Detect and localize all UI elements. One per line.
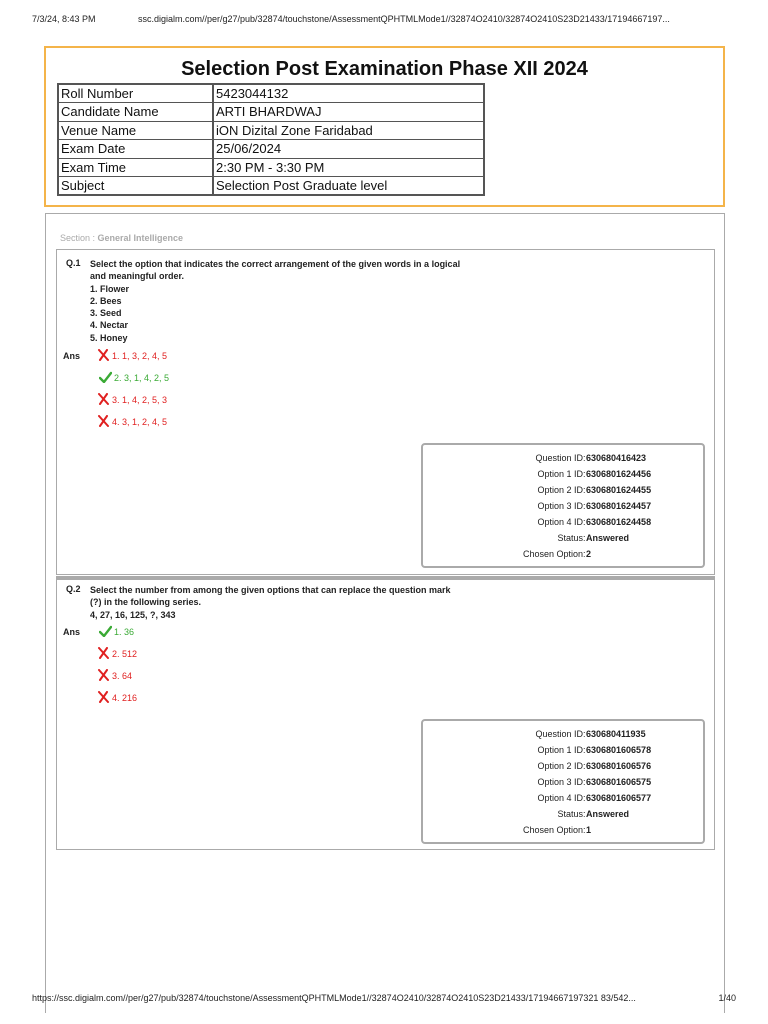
info-label: Roll Number xyxy=(58,84,213,103)
option-1 xyxy=(99,625,134,637)
candidate-info-box xyxy=(44,46,725,207)
cross-icon xyxy=(97,349,110,361)
option-text: 2. 3, 1, 4, 2, 5 xyxy=(114,373,170,383)
info-row-venue-name xyxy=(58,121,484,140)
meta-question-id: Question ID : 630680411935 xyxy=(423,729,583,739)
print-url: ssc.digialm.com//per/g27/pub/32874/touchstone/AssessmentQPHTMLMode1//32874O2410/32874O2410S23D21433/17194667197... xyxy=(138,14,670,24)
question-number: Q.2 xyxy=(66,584,81,594)
option-1 xyxy=(97,349,167,361)
question-line: 1. Flower xyxy=(90,283,130,294)
section-prefix: Section : xyxy=(60,233,98,243)
candidate-info-table xyxy=(57,83,485,196)
question-1 xyxy=(56,249,715,575)
question-line: and meaningful order. xyxy=(90,271,185,282)
question-line: Select the number from among the given options that can replace the question mark xyxy=(90,585,451,595)
meta-status: Status : Answered xyxy=(423,533,583,543)
info-label: Subject xyxy=(58,177,213,196)
exam-title: Selection Post Examination Phase XII 2024 xyxy=(181,58,588,80)
question-text xyxy=(90,258,550,344)
info-row-exam-date xyxy=(58,140,484,159)
meta-label: Option 1 ID xyxy=(537,469,583,479)
cross-icon xyxy=(97,669,110,681)
question-2 xyxy=(56,576,715,850)
info-row-exam-time xyxy=(58,158,484,177)
meta-option-4-id: Option 4 ID : 6306801624458 xyxy=(423,517,583,527)
info-row-candidate-name xyxy=(58,103,484,122)
question-line: Select the option that indicates the correct arrangement of the given words in a logical xyxy=(90,259,461,269)
ans-label: Ans xyxy=(63,627,81,637)
info-value: 25/06/2024 xyxy=(213,140,484,159)
meta-value: 6306801624456 xyxy=(586,469,652,479)
question-line: 3. Seed xyxy=(90,308,122,319)
info-label: Candidate Name xyxy=(58,103,213,122)
meta-value: 6306801606578 xyxy=(586,745,652,755)
meta-option-4-id: Option 4 ID : 6306801606577 xyxy=(423,793,583,803)
check-icon xyxy=(99,371,112,383)
meta-label: Option 2 ID xyxy=(537,761,583,771)
option-text: 4. 3, 1, 2, 4, 5 xyxy=(112,417,168,427)
info-value: Selection Post Graduate level xyxy=(213,177,484,196)
meta-label: Status xyxy=(557,809,583,819)
meta-label: Chosen Option xyxy=(522,825,583,835)
info-row-subject xyxy=(58,177,484,196)
meta-option-3-id: Option 3 ID : 6306801624457 xyxy=(423,501,583,511)
cross-icon xyxy=(97,691,110,703)
print-footer xyxy=(32,993,736,1007)
option-text: 4. 216 xyxy=(112,693,138,703)
meta-value: 6306801624455 xyxy=(586,485,652,495)
cross-icon xyxy=(97,393,110,405)
option-text: 3. 64 xyxy=(112,671,133,681)
meta-status: Status : Answered xyxy=(423,809,583,819)
meta-label: Option 4 ID xyxy=(537,517,583,527)
option-2 xyxy=(99,371,169,383)
question-line: (?) in the following series. xyxy=(90,597,202,608)
meta-value: 6306801606577 xyxy=(586,793,652,803)
meta-label: Option 4 ID xyxy=(537,793,583,803)
option-2 xyxy=(97,647,137,659)
meta-value: 1 xyxy=(586,825,592,835)
question-paper xyxy=(45,213,725,1013)
option-3 xyxy=(97,669,132,681)
meta-label: Option 3 ID xyxy=(537,501,583,511)
meta-label: Chosen Option xyxy=(522,549,583,559)
meta-value: 6306801624458 xyxy=(586,517,652,527)
option-4 xyxy=(97,415,167,427)
meta-question-id: Question ID : 630680416423 xyxy=(423,453,583,463)
meta-chosen-option: Chosen Option : 2 xyxy=(423,549,583,559)
meta-label: Option 1 ID xyxy=(537,745,583,755)
meta-value: 6306801606576 xyxy=(586,761,652,771)
cross-icon xyxy=(97,647,110,659)
section-label xyxy=(60,233,183,243)
question-line: 5. Honey xyxy=(90,332,128,343)
question-line: 4, 27, 16, 125, ?, 343 xyxy=(90,609,176,620)
meta-option-2-id: Option 2 ID : 6306801606576 xyxy=(423,761,583,771)
meta-label: Question ID xyxy=(535,453,583,463)
info-value: ARTI BHARDWAJ xyxy=(213,103,484,122)
question-line: 2. Bees xyxy=(90,295,122,306)
info-row-roll-number xyxy=(58,84,484,103)
print-header xyxy=(32,14,736,28)
question-meta-box xyxy=(421,443,705,568)
meta-value: Answered xyxy=(586,533,630,543)
print-datetime: 7/3/24, 8:43 PM xyxy=(32,14,96,24)
option-3 xyxy=(97,393,167,405)
meta-value: 6306801606575 xyxy=(586,777,652,787)
cross-icon xyxy=(97,415,110,427)
option-text: 1. 36 xyxy=(114,627,135,637)
info-value: 2:30 PM - 3:30 PM xyxy=(213,158,484,177)
meta-value: 630680416423 xyxy=(586,453,647,463)
info-label: Exam Date xyxy=(58,140,213,159)
info-value: iON Dizital Zone Faridabad xyxy=(213,121,484,140)
meta-value: 630680411935 xyxy=(586,729,646,739)
option-text: 3. 1, 4, 2, 5, 3 xyxy=(112,395,168,405)
section-name: General Intelligence xyxy=(97,233,184,243)
option-4 xyxy=(97,691,137,703)
check-icon xyxy=(99,625,112,637)
meta-label: Option 3 ID xyxy=(537,777,583,787)
question-meta-box xyxy=(421,719,705,844)
meta-value: Answered xyxy=(586,809,630,819)
meta-value: 6306801624457 xyxy=(586,501,652,511)
meta-label: Question ID xyxy=(535,729,583,739)
meta-option-2-id: Option 2 ID : 6306801624455 xyxy=(423,485,583,495)
info-label: Venue Name xyxy=(58,121,213,140)
meta-option-1-id: Option 1 ID : 6306801624456 xyxy=(423,469,583,479)
meta-option-1-id: Option 1 ID : 6306801606578 xyxy=(423,745,583,755)
question-text xyxy=(90,584,550,621)
ans-label: Ans xyxy=(63,351,81,361)
info-value: 5423044132 xyxy=(213,84,484,103)
meta-option-3-id: Option 3 ID : 6306801606575 xyxy=(423,777,583,787)
page-number: 1/40 xyxy=(718,993,736,1003)
footer-url: https://ssc.digialm.com//per/g27/pub/32874/touchstone/AssessmentQPHTMLMode1//32874O2410/32874O2410S23D21433/17194667197321 83/542... xyxy=(32,993,636,1003)
info-label: Exam Time xyxy=(58,158,213,177)
meta-label: Option 2 ID xyxy=(537,485,583,495)
question-line: 4. Nectar xyxy=(90,320,129,331)
meta-chosen-option: Chosen Option : 1 xyxy=(423,825,583,835)
option-text: 1. 1, 3, 2, 4, 5 xyxy=(112,351,168,361)
meta-value: 2 xyxy=(586,549,592,559)
option-text: 2. 512 xyxy=(112,649,138,659)
meta-label: Status xyxy=(557,533,583,543)
question-number: Q.1 xyxy=(66,258,81,268)
